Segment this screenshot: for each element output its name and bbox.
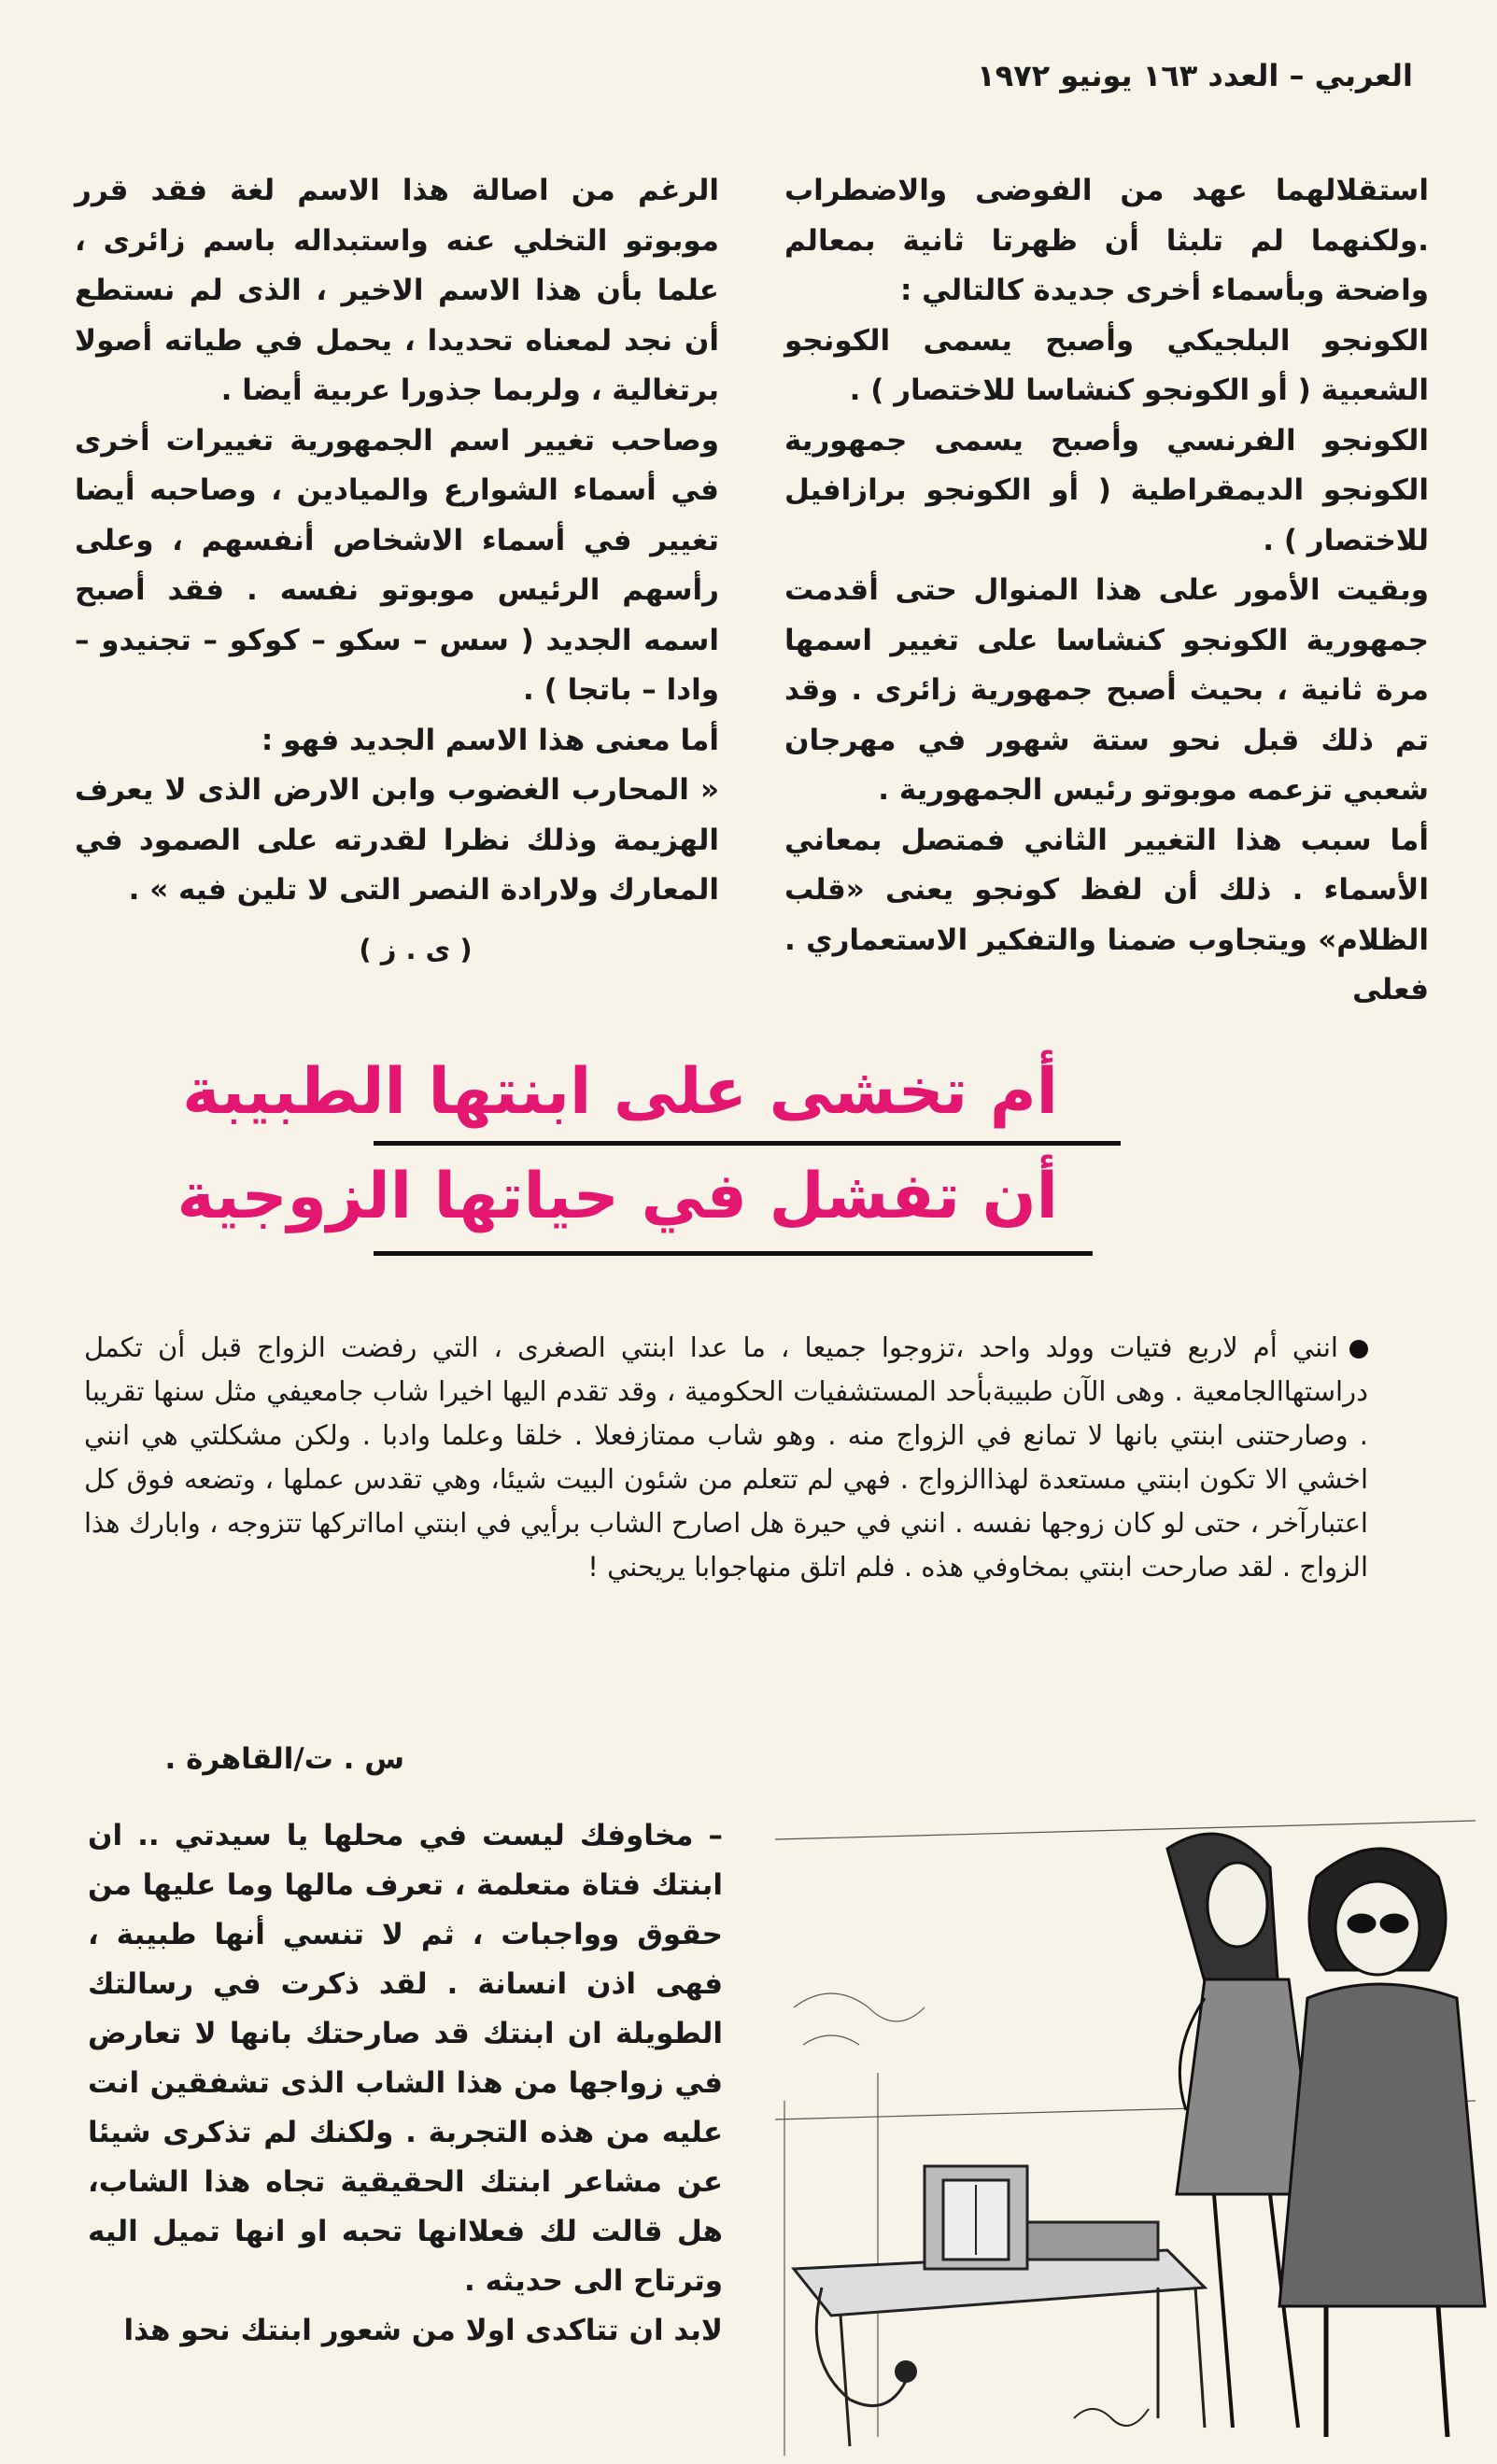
- paragraph: « المحارب الغضوب وابن الارض الذى لا يعرف الهزيمة وذلك نظرا لقدرته على الصمود في المعارك ولارادة النصر التى لا تلين فيه » .: [75, 773, 719, 907]
- paragraph: الكونجو الفرنسي وأصبح يسمى جمهورية الكونجو الديمقراطية ( أو الكونجو برازافيل للاختصار ) .: [784, 423, 1429, 557]
- headline-divider: [374, 1141, 1121, 1146]
- paragraph: وصاحب تغيير اسم الجمهورية تغييرات أخرى في أسماء الشوارع والميادين ، وصاحبه أيضا تغيير في أسماء الاشخاص أنفسهم ، وعلى رأسهم الرئيس موبوتو نفسه . فقد أصبح اسمه الجديد ( سس – سكو – كوكو – تجنيدو – وادا – باتجا ) .: [75, 423, 719, 707]
- advice-answer: [88, 1811, 723, 2356]
- page-header: العربي – العدد ١٦٣ يونيو ١٩٧٢: [977, 58, 1413, 93]
- bullet-icon: [1349, 1340, 1368, 1359]
- letter-signature: س . ت/القاهرة .: [164, 1742, 404, 1776]
- headline-line-1: أم تخشى على ابنتها الطبيبة: [182, 1055, 1058, 1129]
- paragraph: الكونجو البلجيكي وأصبح يسمى الكونجو الشعبية ( أو الكونجو كنشاسا للاختصار ) .: [784, 323, 1429, 407]
- illustration-two-women: [766, 1765, 1494, 2456]
- paragraph: الرغم من اصالة هذا الاسم لغة فقد قرر موبوتو التخلي عنه واستبداله باسم زائرى ، علما بأن هذا الاسم الاخير ، الذى لم نستطع أن نجد لمعناه تحديدا ، يحمل في طياته أصولا برتغالية ، ولربما جذورا عربية أيضا .: [75, 174, 719, 407]
- letter-text: انني أم لاربع فتيات وولد واحد ،تزوجوا جميعا ، ما عدا ابنتي الصغرى ، التي رفضت الزواج قبل أن تكمل دراستهاالجامعية . وهى الآن طبيبةبأحد المستشفيات الحكومية ، وقد تقدم اليها اخيرا شاب جامعيفي مثل سنها تقريبا . وصارحتنى ابنتي بانها لا تمانع في الزواج منه . وهو شاب ممتازفعلا . خلقا وعلما وادبا . ولكن مشكلتي هي انني اخشي الا تكون ابنتي مستعدة لهذاالزواج . فهي لم تتعلم من شئون البيت شيئا، وهي تقدس عملها ، وتضعه فوق كل اعتبارآخر ، حتى لو كان زوجها نفسه . انني في حيرة هل اصارح الشاب برأيي في ابنتي امااتركها تتزوجه ، وابارك هذا الزواج . لقد صارحت ابنتي بمخاوفي هذه . فلم اتلق منهاجوابا يريحني !: [84, 1331, 1368, 1583]
- paragraph: استقلالهما عهد من الفوضى والاضطراب .ولكنهما لم تلبثا أن ظهرتا ثانية بمعالم واضحة وبأسماء أخرى جديدة كالتالي :: [784, 174, 1429, 307]
- paragraph: أما معنى هذا الاسم الجديد فهو :: [261, 723, 719, 757]
- article-column-left: [75, 166, 719, 916]
- paragraph: – مخاوفك ليست في محلها يا سيدتي .. ان ابنتك فتاة متعلمة ، تعرف مالها وما عليها من حقوق وواجبات ، ثم لا تنسي أنها طبيبة ، فهى اذن انسانة . لقد ذكرت في رسالتك الطويلة ان ابنتك قد صارحتك بانها لا تعارض في زواجها من هذا الشاب الذى تشفقين انت عليه من هذه التجربة . ولكنك لم تذكرى شيئا عن مشاعر ابنتك الحقيقية تجاه هذا الشاب، هل قالت لك فعلاانها تحبه او انها تميل اليه وترتاح الى حديثه .: [88, 1819, 723, 2298]
- headline-underline: [374, 1251, 1093, 1256]
- reader-letter: [84, 1326, 1368, 1589]
- paragraph: وبقيت الأمور على هذا المنوال حتى أقدمت جمهورية الكونجو كنشاسا على تغيير اسمها مرة ثانية ، بحيث أصبح جمهورية زائرى . وقد تم ذلك قبل نحو ستة شهور في مهرجان شعبي تزعمه موبوتو رئيس الجمهورية .: [784, 573, 1429, 807]
- paragraph: لابد ان تتاكدى اولا من شعور ابنتك نحو هذا: [123, 2314, 723, 2347]
- headline-line-2: أن تفشل في حياتها الزوجية: [177, 1160, 1058, 1233]
- paragraph: أما سبب هذا التغيير الثاني فمتصل بمعاني الأسماء . ذلك أن لفظ كونجو يعنى «قلب الظلام» ويتجاوب ضمنا والتفكير الاستعماري . فعلى: [784, 823, 1429, 1007]
- article-signature: ( ى . ز ): [359, 934, 473, 965]
- article-column-right: [784, 166, 1429, 1016]
